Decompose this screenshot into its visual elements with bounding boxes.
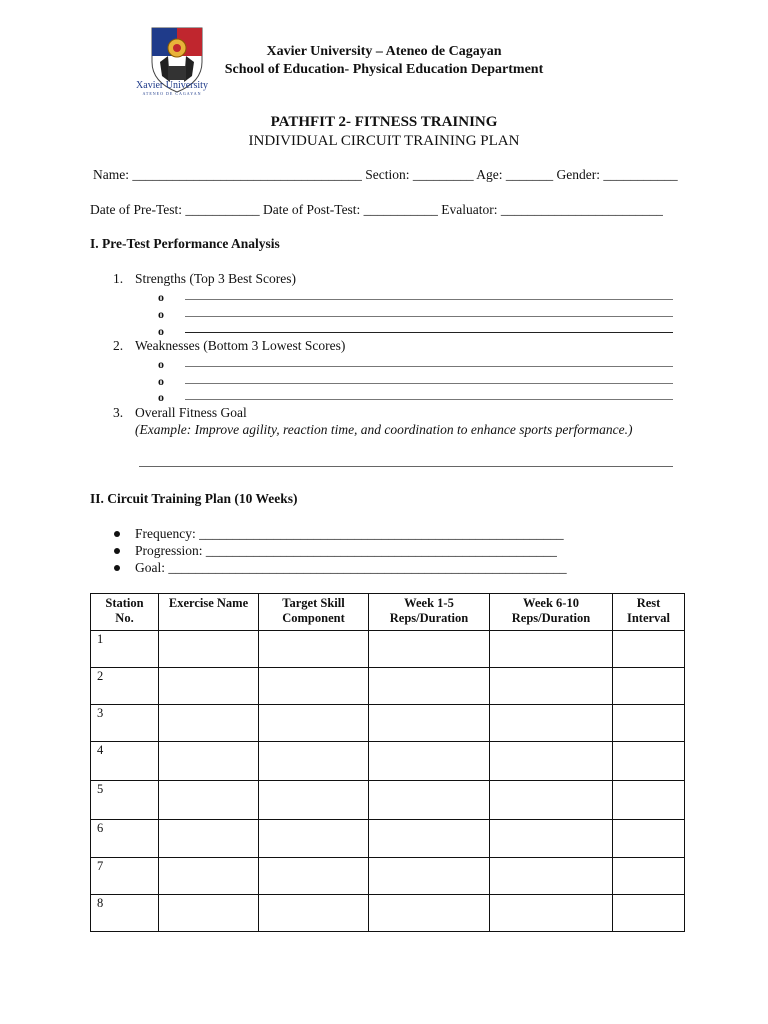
week1-5-cell[interactable] xyxy=(369,705,490,742)
table-row xyxy=(91,705,685,742)
week6-10-cell[interactable] xyxy=(490,781,613,820)
rest-cell[interactable] xyxy=(613,820,685,858)
answer-line xyxy=(185,316,673,317)
exercise-cell[interactable] xyxy=(159,858,259,895)
item-number: 3. xyxy=(113,405,124,420)
section-1-heading: I. Pre-Test Performance Analysis xyxy=(90,236,280,251)
station-number: 8 xyxy=(91,895,159,932)
circuit-training-table xyxy=(90,593,685,932)
rest-cell[interactable] xyxy=(613,705,685,742)
table-header-row xyxy=(91,594,685,631)
bullet-dot xyxy=(114,548,120,554)
station-number: 2 xyxy=(91,668,159,705)
skill-cell[interactable] xyxy=(259,705,369,742)
rest-cell[interactable] xyxy=(613,668,685,705)
logo-subtext: ATENEO DE CAGAYAN xyxy=(142,91,202,96)
week6-10-cell[interactable] xyxy=(490,705,613,742)
bullet-marker: o xyxy=(158,390,164,404)
station-number: 7 xyxy=(91,858,159,895)
exercise-cell[interactable] xyxy=(159,781,259,820)
rest-cell[interactable] xyxy=(613,742,685,781)
header-rest-interval: Rest Interval xyxy=(613,594,685,631)
week1-5-cell[interactable] xyxy=(369,858,490,895)
rest-cell[interactable] xyxy=(613,781,685,820)
table-row xyxy=(91,895,685,932)
exercise-cell[interactable] xyxy=(159,742,259,781)
week6-10-cell[interactable] xyxy=(490,631,613,668)
document-subtitle: INDIVIDUAL CIRCUIT TRAINING PLAN xyxy=(248,133,520,149)
week1-5-cell[interactable] xyxy=(369,781,490,820)
document-title: PATHFIT 2- FITNESS TRAINING xyxy=(270,114,498,130)
week6-10-cell[interactable] xyxy=(490,742,613,781)
skill-cell[interactable] xyxy=(259,781,369,820)
skill-cell[interactable] xyxy=(259,668,369,705)
week1-5-cell[interactable] xyxy=(369,742,490,781)
header-university: Xavier University – Ateneo de Cagayan xyxy=(266,44,502,59)
rest-cell[interactable] xyxy=(613,895,685,932)
table-row xyxy=(91,742,685,781)
station-number: 1 xyxy=(91,631,159,668)
header-target-skill: Target Skill Component xyxy=(259,594,369,631)
goal-example-text: (Example: Improve agility, reaction time, and coordination to enhance sports performance.) xyxy=(135,422,633,437)
table-row xyxy=(91,781,685,820)
week1-5-cell[interactable] xyxy=(369,668,490,705)
table-row xyxy=(91,631,685,668)
logo-wordmark: Xavier University xyxy=(136,80,208,91)
skill-cell[interactable] xyxy=(259,858,369,895)
rest-cell[interactable] xyxy=(613,631,685,668)
bullet-dot xyxy=(114,531,120,537)
bullet-marker: o xyxy=(158,307,164,321)
exercise-cell[interactable] xyxy=(159,820,259,858)
weaknesses-label: Weaknesses (Bottom 3 Lowest Scores) xyxy=(135,338,346,353)
answer-line xyxy=(185,383,673,384)
week1-5-cell[interactable] xyxy=(369,631,490,668)
frequency-line: Frequency: ______________________________________________________ xyxy=(135,526,564,541)
exercise-cell[interactable] xyxy=(159,705,259,742)
section-2-heading: II. Circuit Training Plan (10 Weeks) xyxy=(90,491,298,506)
item-number: 2. xyxy=(113,338,124,353)
answer-line xyxy=(185,299,673,300)
skill-cell[interactable] xyxy=(259,631,369,668)
station-number: 6 xyxy=(91,820,159,858)
skill-cell[interactable] xyxy=(259,820,369,858)
answer-line xyxy=(185,366,673,367)
header-station-no: Station No. xyxy=(91,594,159,631)
header-week-1-5: Week 1-5 Reps/Duration xyxy=(369,594,490,631)
answer-line xyxy=(185,399,673,400)
table-row xyxy=(91,820,685,858)
strengths-label: Strengths (Top 3 Best Scores) xyxy=(135,271,297,286)
item-number: 1. xyxy=(113,271,124,286)
rest-cell[interactable] xyxy=(613,858,685,895)
exercise-cell[interactable] xyxy=(159,668,259,705)
exercise-cell[interactable] xyxy=(159,895,259,932)
answer-line xyxy=(185,332,673,333)
table-row xyxy=(91,668,685,705)
progression-line: Progression: ____________________________________________________ xyxy=(135,543,557,558)
station-number: 4 xyxy=(91,742,159,781)
week1-5-cell[interactable] xyxy=(369,895,490,932)
header-exercise-name: Exercise Name xyxy=(159,594,259,631)
skill-cell[interactable] xyxy=(259,742,369,781)
week6-10-cell[interactable] xyxy=(490,820,613,858)
skill-cell[interactable] xyxy=(259,895,369,932)
answer-line xyxy=(139,466,673,467)
station-number: 5 xyxy=(91,781,159,820)
bullet-marker: o xyxy=(158,357,164,371)
bullet-marker: o xyxy=(158,324,164,338)
info-row-dates: Date of Pre-Test: ___________ Date of Post-Test: ___________ Evaluator: ________________________ xyxy=(90,202,663,217)
goal-line: Goal: ___________________________________________________________ xyxy=(135,560,567,575)
bullet-dot xyxy=(114,565,120,571)
station-number: 3 xyxy=(91,705,159,742)
bullet-marker: o xyxy=(158,374,164,388)
week1-5-cell[interactable] xyxy=(369,820,490,858)
week6-10-cell[interactable] xyxy=(490,668,613,705)
week6-10-cell[interactable] xyxy=(490,895,613,932)
header-department: School of Education- Physical Education Department xyxy=(224,62,544,77)
overall-goal-label: Overall Fitness Goal xyxy=(135,405,247,420)
header-week-6-10: Week 6-10 Reps/Duration xyxy=(490,594,613,631)
table-row xyxy=(91,858,685,895)
week6-10-cell[interactable] xyxy=(490,858,613,895)
exercise-cell[interactable] xyxy=(159,631,259,668)
info-row-name: Name: __________________________________ Section: _________ Age: _______ Gender: ___________ xyxy=(93,167,678,182)
bullet-marker: o xyxy=(158,290,164,304)
